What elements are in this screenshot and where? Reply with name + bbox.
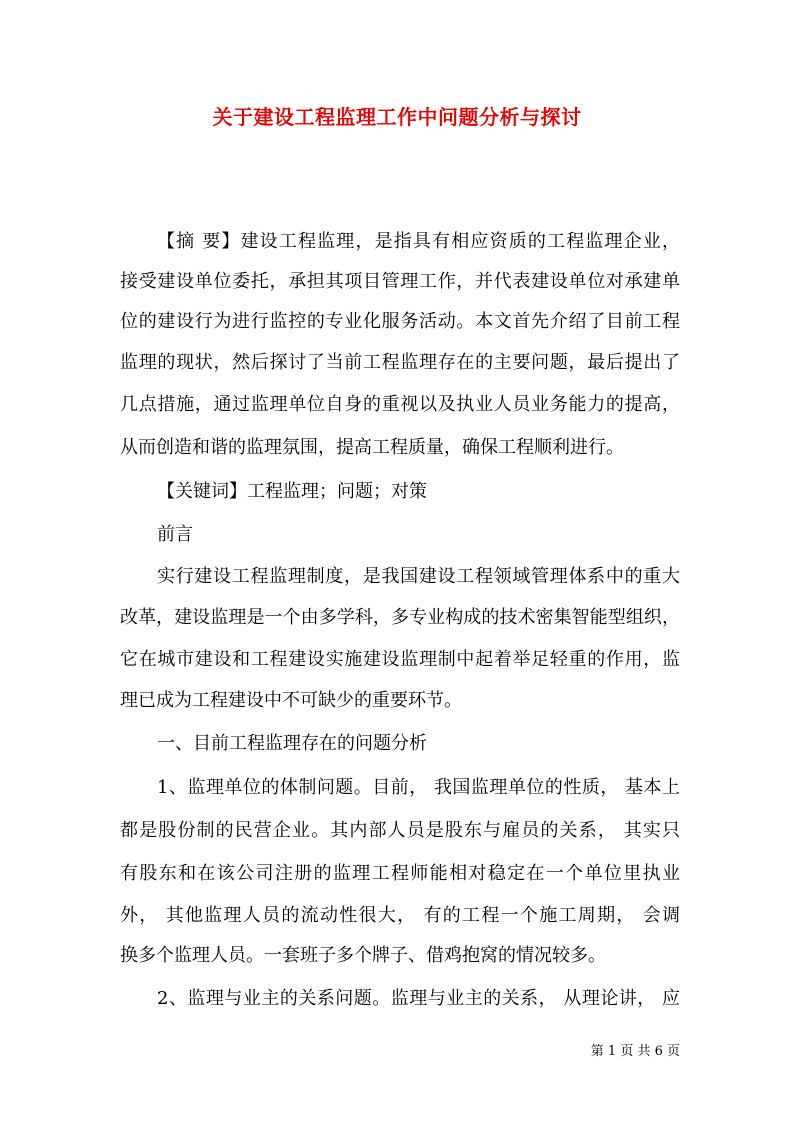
section-1-1-line-1: 1、监理单位的体制问题。目前， 我国监理单位的性质， 基本上 bbox=[157, 777, 680, 798]
section-1-1-line-2: 都是股份制的民营企业。其内部人员是股东与雇员的关系， 其实只 bbox=[120, 820, 680, 841]
abstract-line-2: 接受建设单位委托，承担其项目管理工作，并代表建设单位对承建单 bbox=[120, 271, 680, 292]
section-1-1-line-5: 换多个监理人员。一套班子多个牌子、借鸡抱窝的情况较多。 bbox=[120, 945, 606, 966]
section-1-heading: 一、目前工程监理存在的问题分析 bbox=[157, 733, 427, 754]
preface-line-1: 实行建设工程监理制度，是我国建设工程领域管理体系中的重大 bbox=[157, 566, 680, 587]
section-1-2-line-1: 2、监理与业主的关系问题。监理与业主的关系， 从理论讲， 应 bbox=[157, 988, 680, 1009]
abstract-line-5: 几点措施，通过监理单位自身的重视以及执业人员业务能力的提高， bbox=[120, 394, 680, 415]
section-1-1-line-3: 有股东和在该公司注册的监理工程师能相对稳定在一个单位里执业 bbox=[120, 863, 680, 884]
preface-line-3: 它在城市建设和工程建设实施建设监理制中起着举足轻重的作用，监 bbox=[120, 649, 680, 670]
section-1-1-line-4: 外， 其他监理人员的流动性很大， 有的工程一个施工周期， 会调 bbox=[120, 905, 680, 926]
page-number: 第 1 页 共 6 页 bbox=[590, 1044, 680, 1059]
preface-heading: 前言 bbox=[157, 524, 193, 545]
preface-line-4: 理已成为工程建设中不可缺少的重要环节。 bbox=[120, 690, 462, 711]
document-title: 关于建设工程监理工作中问题分析与探讨 bbox=[212, 105, 582, 129]
abstract-line-1: 【摘 要】建设工程监理，是指具有相应资质的工程监理企业， bbox=[157, 231, 680, 252]
abstract-line-3: 位的建设行为进行监控的专业化服务活动。本文首先介绍了目前工程 bbox=[120, 311, 680, 332]
keywords-line: 【关键词】工程监理；问题；对策 bbox=[157, 481, 427, 502]
abstract-line-6: 从而创造和谐的监理氛围，提高工程质量，确保工程顺利进行。 bbox=[120, 437, 624, 458]
preface-line-2: 改革，建设监理是一个由多学科，多专业构成的技术密集智能型组织， bbox=[120, 607, 680, 628]
abstract-line-4: 监理的现状，然后探讨了当前工程监理存在的主要问题，最后提出了 bbox=[120, 352, 680, 373]
